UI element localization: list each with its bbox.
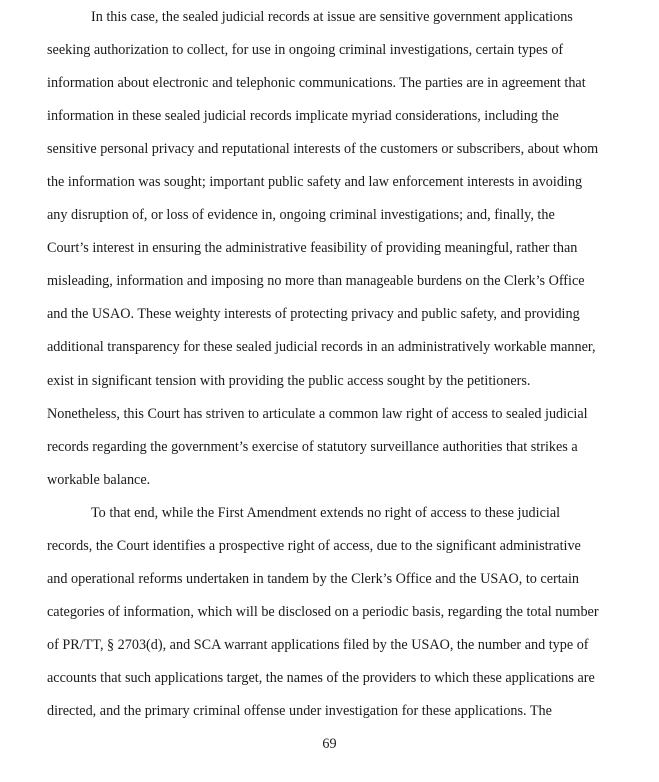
paragraph-line: seeking authorization to collect, for use in ongoing criminal investigations, certain types of	[47, 42, 564, 58]
paragraph-line: Court’s interest in ensuring the administrative feasibility of providing meaningful, rather than	[47, 240, 578, 256]
paragraph-line: records regarding the government’s exercise of statutory surveillance authorities that strikes a	[47, 439, 578, 455]
paragraph-line: records, the Court identifies a prospective right of access, due to the significant administrative	[47, 538, 581, 554]
page-number: 69	[322, 736, 337, 752]
paragraph-line: directed, and the primary criminal offense under investigation for these applications. The	[47, 703, 552, 719]
paragraph-line: the information was sought; important public safety and law enforcement interests in avoiding	[47, 174, 583, 190]
paragraph-line: sensitive personal privacy and reputational interests of the customers or subscribers, about whom	[47, 141, 599, 157]
paragraph-line: categories of information, which will be disclosed on a periodic basis, regarding the total number	[47, 604, 599, 620]
paragraph-line: and operational reforms undertaken in tandem by the Clerk’s Office and the USAO, to certain	[47, 571, 579, 587]
paragraph-line: information in these sealed judicial records implicate myriad considerations, including the	[47, 108, 559, 124]
paragraph-line: of PR/TT, § 2703(d), and SCA warrant applications filed by the USAO, the number and type of	[47, 637, 589, 653]
paragraph-line: information about electronic and telephonic communications. The parties are in agreement that	[47, 75, 586, 91]
paragraph-line: and the USAO. These weighty interests of protecting privacy and public safety, and providing	[47, 306, 580, 322]
paragraph-line: To that end, while the First Amendment extends no right of access to these judicial	[91, 505, 561, 521]
paragraph-line: any disruption of, or loss of evidence in, ongoing criminal investigations; and, finally, the	[47, 207, 555, 223]
paragraph-line: additional transparency for these sealed judicial records in an administratively workable manner,	[47, 339, 596, 355]
paragraph-line: In this case, the sealed judicial records at issue are sensitive government applications	[91, 9, 573, 25]
paragraph-line: misleading, information and imposing no more than manageable burdens on the Clerk’s Office	[47, 273, 585, 289]
paragraph-line: Nonetheless, this Court has striven to articulate a common law right of access to sealed judicial	[47, 406, 588, 422]
paragraph-line: exist in significant tension with providing the public access sought by the petitioners.	[47, 373, 531, 389]
paragraph-line: accounts that such applications target, the names of the providers to which these applications are	[47, 670, 595, 686]
paragraph-line: workable balance.	[47, 472, 151, 488]
